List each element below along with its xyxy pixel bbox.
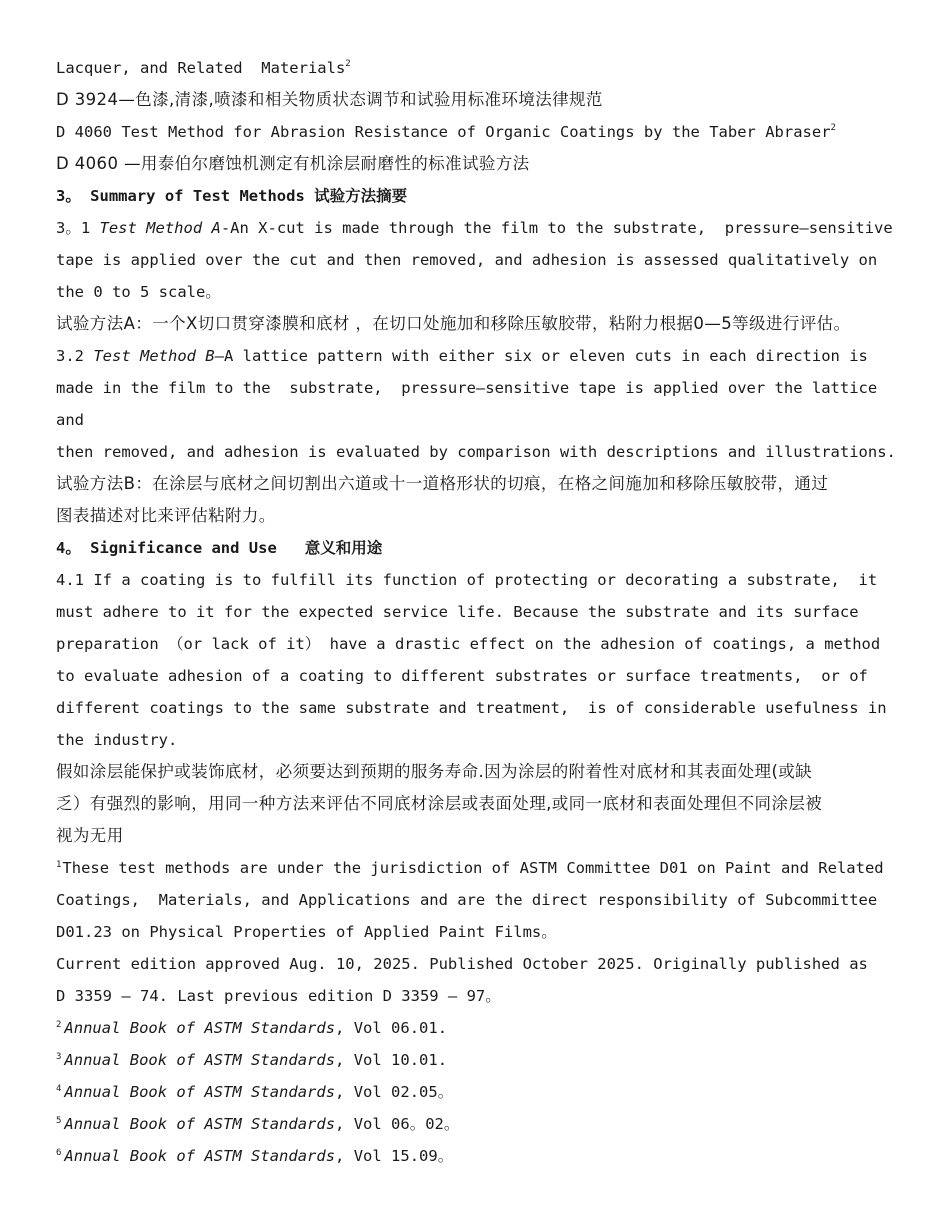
text-line: made in the film to the substrate, pressure—sensitive tape is applied over the lattice: [56, 379, 878, 397]
section-heading-4: 4。 Significance and Use 意义和用途: [56, 539, 383, 557]
text-line: then removed, and adhesion is evaluated by comparison with descriptions and illustrations.: [56, 443, 896, 461]
footnote-1-line: $^1$These test methods are under the jurisdiction of ASTM Committee D01 on Paint and Related: [56, 859, 884, 877]
text-line: and: [56, 411, 84, 429]
paragraph-3-1-line: 3。1 Test Method A-An X-cut is made through the film to the substrate, pressure—sensitive: [56, 219, 893, 237]
text-line-zh: 乏）有强烈的影响，用同一种方法来评估不同底材涂层或表面处理,或同一底材和表面处理但不同涂层被: [56, 794, 823, 813]
text-line: Lacquer, and Related Materials$^2$: [56, 59, 351, 77]
text-line-zh: 视为无用: [56, 826, 124, 845]
text-line: tape is applied over the cut and then removed, and adhesion is assessed qualitatively on: [56, 251, 878, 269]
footnote: $^4$ Annual Book of ASTM Standards, Vol 02.05。: [56, 1083, 454, 1101]
text-line: D01.23 on Physical Properties of Applied Paint Films。: [56, 923, 557, 941]
text-line: D 3359 – 74. Last previous edition D 3359 – 97。: [56, 987, 501, 1005]
text-line: Current edition approved Aug. 10, 2025. Published October 2025. Originally published as: [56, 955, 868, 973]
text-line: the industry.: [56, 731, 178, 749]
footnote: $^6$ Annual Book of ASTM Standards, Vol 15.09。: [56, 1147, 454, 1165]
text-line-zh: D 4060 —用泰伯尔磨蚀机测定有机涂层耐磨性的标准试验方法: [56, 154, 530, 173]
text-line-zh: 图表描述对比来评估粘附力。: [56, 506, 276, 525]
text-line: D 4060 Test Method for Abrasion Resistance of Organic Coatings by the Taber Abraser$^2$: [56, 123, 836, 141]
footnote: $^2$ Annual Book of ASTM Standards, Vol 06.01.: [56, 1019, 448, 1037]
text-line-zh: 试验方法A：一个X切口贯穿漆膜和底材 ，在切口处施加和移除压敏胶带，粘附力根据0—5等级进行评估。: [56, 314, 851, 333]
text-line: must adhere to it for the expected service life. Because the substrate and its surface: [56, 603, 859, 621]
footnote: $^3$ Annual Book of ASTM Standards, Vol 10.01.: [56, 1051, 448, 1069]
text-line-zh: D 3924—色漆,清漆,喷漆和相关物质状态调节和试验用标准环境法律规范: [56, 90, 603, 109]
section-heading-3: 3。 Summary of Test Methods 试验方法摘要: [56, 187, 408, 205]
footnote: $^5$ Annual Book of ASTM Standards, Vol 06。02。: [56, 1115, 460, 1133]
text-line: to evaluate adhesion of a coating to different substrates or surface treatments, or of: [56, 667, 868, 685]
text-line-zh: 假如涂层能保护或装饰底材，必须要达到预期的服务寿命.因为涂层的附着性对底材和其表面处理(或缺: [56, 762, 813, 781]
text-line: Coatings, Materials, and Applications and are the direct responsibility of Subcommittee: [56, 891, 878, 909]
paragraph-3-2-line: 3.2 Test Method B—A lattice pattern with either six or eleven cuts in each direction is: [56, 347, 868, 365]
text-line: the 0 to 5 scale。: [56, 283, 221, 301]
document-page: [56, 52, 926, 1172]
text-line: different coatings to the same substrate and treatment, is of considerable usefulness in: [56, 699, 887, 717]
text-line: preparation （or lack of it） have a drastic effect on the adhesion of coatings, a method: [56, 635, 881, 653]
paragraph-4-1-line: 4.1 If a coating is to fulfill its function of protecting or decorating a substrate, it: [56, 571, 878, 589]
text-line-zh: 试验方法B：在涂层与底材之间切割出六道或十一道格形状的切痕，在格之间施加和移除压敏胶带，通过: [56, 474, 829, 493]
